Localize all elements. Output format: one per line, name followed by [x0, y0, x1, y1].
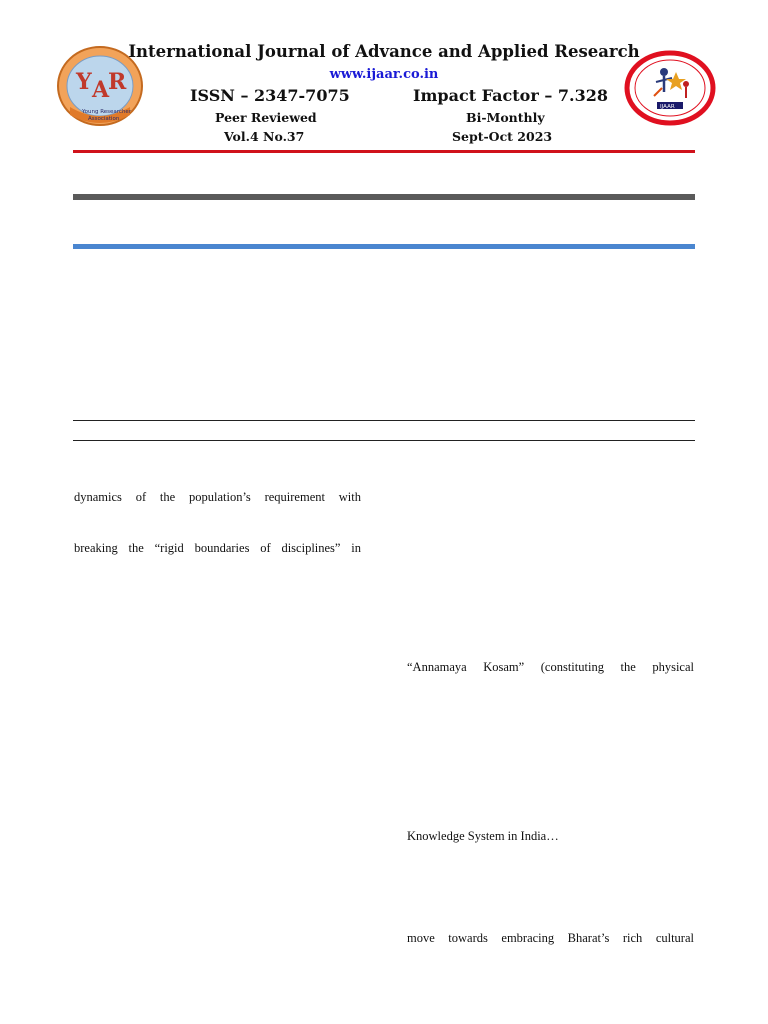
thin-divider-bottom — [73, 440, 695, 441]
volume-number: Vol.4 No.37 — [224, 129, 305, 144]
impact-factor: Impact Factor – 7.328 — [413, 86, 608, 105]
peer-reviewed-label: Peer Reviewed — [215, 110, 317, 125]
header-red-rule — [73, 150, 695, 153]
journal-website-link[interactable]: www.ijaar.co.in — [329, 67, 439, 82]
blue-divider-rule — [73, 244, 695, 249]
body-text-line: breaking the “rigid boundaries of disciplines” in — [74, 541, 361, 555]
yar-logo-caption-1: Young Researcher — [82, 109, 132, 115]
yar-logo-caption-2: Association — [88, 116, 120, 122]
svg-text:R: R — [108, 69, 127, 95]
dark-divider-rule — [73, 194, 695, 200]
frequency-label: Bi-Monthly — [466, 110, 545, 125]
body-text-line: move towards embracing Bharat’s rich cultural — [407, 931, 694, 945]
issue-date: Sept-Oct 2023 — [452, 129, 553, 144]
svg-text:A: A — [92, 77, 110, 103]
svg-text:Y: Y — [76, 69, 92, 95]
ijaar-logo-caption: IJAAR — [660, 104, 675, 110]
body-text-line: dynamics of the population’s requirement with — [74, 490, 361, 504]
thin-divider-top — [73, 420, 695, 421]
journal-title: International Journal of Advance and Applied Research — [128, 42, 640, 61]
body-text-line: Knowledge System in India… — [407, 829, 559, 843]
body-text-line: “Annamaya Kosam” (constituting the physical — [407, 660, 694, 674]
ijaar-logo — [624, 50, 716, 126]
issn-number: ISSN – 2347-7075 — [190, 86, 350, 105]
